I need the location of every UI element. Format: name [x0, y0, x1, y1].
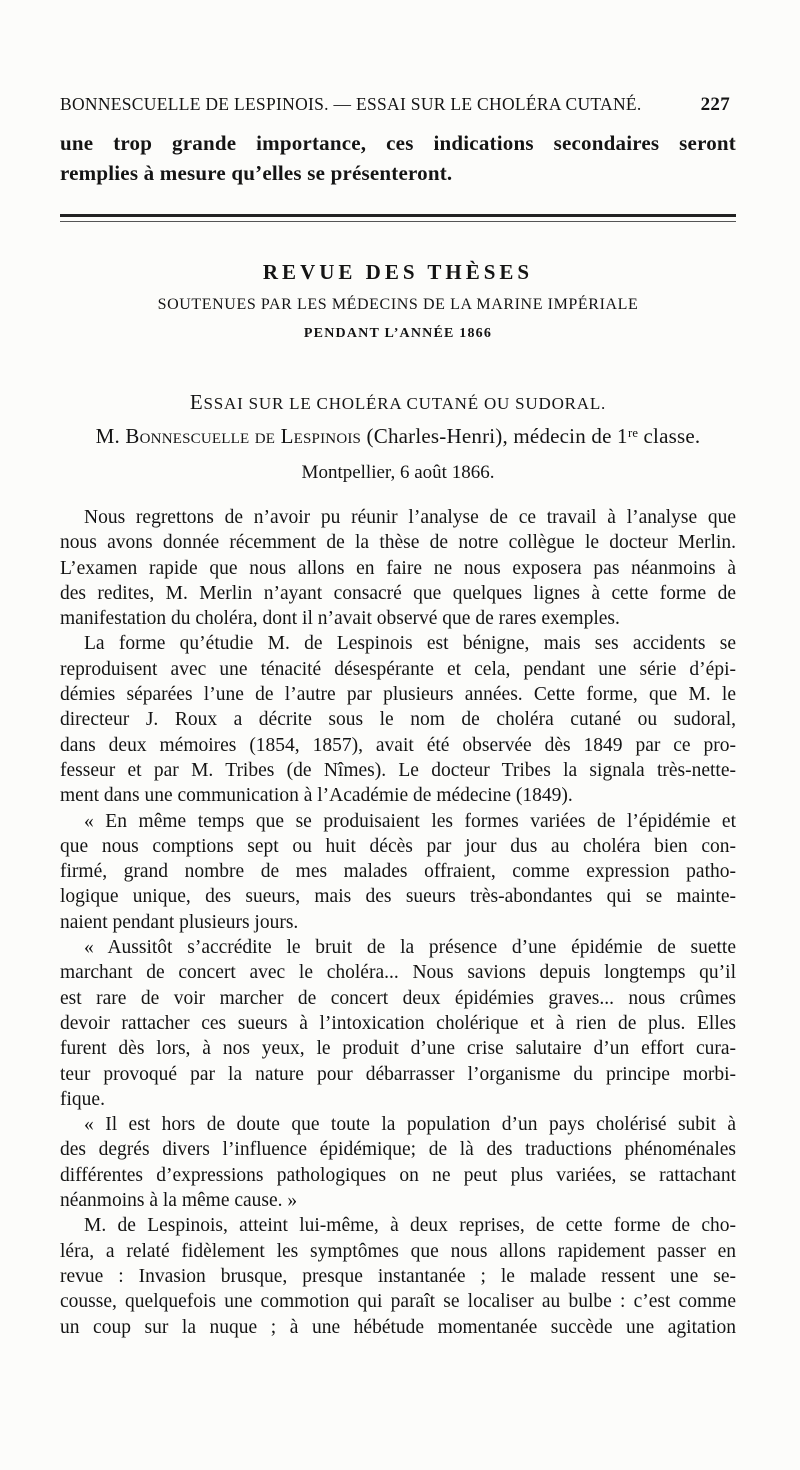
intro-paragraph	[60, 128, 736, 188]
text-line: devoir rattacher ces sueurs à l’intoxication cholérique et à rien de plus. Elles	[60, 1012, 736, 1034]
text-line: furent dès lors, à nos yeux, le produit d’une crise salutaire d’un effort cura-	[60, 1038, 736, 1060]
running-head-title: BONNESCUELLE DE LESPINOIS. — ESSAI SUR LE CHOLÉRA CUTANÉ.	[60, 94, 642, 114]
text-line: La forme qu’étudie M. de Lespinois est bénigne, mais ses accidents se	[84, 633, 736, 655]
thesis-place-date: Montpellier, 6 août 1866.	[301, 462, 495, 483]
text-line: cousse, quelquefois une commotion qui paraît se localiser au bulbe : c’est comme	[60, 1291, 736, 1313]
text-line: revue : Invasion brusque, presque instantanée ; le malade ressent une se-	[60, 1265, 736, 1287]
text-line: reproduisent avec une ténacité désespérante et cela, pendant une série d’épi-	[60, 658, 736, 680]
section-divider	[60, 214, 736, 217]
text-line: différentes d’expressions pathologiques on ne peut plus variées, se rattachant	[60, 1164, 736, 1186]
text-line: démies séparées l’une de l’autre par plusieurs années. Cette forme, que M. le	[60, 684, 736, 706]
thesis-title-initial: E	[189, 390, 204, 414]
text-line: logique unique, des sueurs, mais des sueurs très-abondantes qui se mainte-	[60, 886, 736, 908]
text-line: un coup sur la nuque ; à une hébétude momentanée succède une agitation	[60, 1316, 736, 1338]
text-line: néanmoins à la même cause. »	[60, 1190, 298, 1212]
author-details: (Charles-Henri), médecin de 1ʳᵉ classe.	[366, 424, 701, 448]
thesis-title	[60, 390, 736, 415]
section-title: REVUE DES THÈSES	[262, 260, 534, 284]
text-line: naient pendant plusieurs jours.	[60, 911, 299, 933]
author-prefix: M.	[95, 424, 120, 448]
section-subtitle: SOUTENUES PAR LES MÉDECINS DE LA MARINE IMPÉRIALE	[157, 296, 639, 313]
text-line: « En même temps que se produisaient les formes variées de l’épidémie et	[84, 810, 736, 832]
text-line: est rare de voir marcher de concert deux épidémies graves... nous crûmes	[60, 987, 736, 1009]
text-line: que nous comptions sept ou huit décès par jour dus au choléra bien con-	[60, 835, 736, 857]
intro-line: une trop grande importance, ces indications secondaires seront	[60, 131, 736, 155]
page-number: 227	[700, 94, 730, 115]
thesis-author	[60, 424, 736, 449]
running-head	[60, 94, 730, 118]
text-line: L’examen rapide que nous allons en faire ne nous exposera pas néanmoins à	[60, 557, 736, 579]
text-line: des redites, M. Merlin n’ayant consacré que quelques lignes à cette forme de	[60, 582, 736, 604]
text-line: léra, a relaté fidèlement les symptômes que nous allons rapidement passer en	[60, 1240, 736, 1262]
body-text	[60, 505, 736, 1340]
text-line: firmé, grand nombre de mes malades offraient, comme expression patho-	[60, 861, 736, 883]
text-line: marchant de concert avec le choléra... Nous savions depuis longtemps qu’il	[60, 962, 736, 984]
text-line: « Il est hors de doute que toute la population d’un pays cholérisé subit à	[84, 1114, 736, 1136]
text-line: des degrés divers l’influence épidémique; de là des traductions phénoménales	[60, 1139, 736, 1161]
text-line: Nous regrettons de n’avoir pu réunir l’analyse de ce travail à l’analyse que	[84, 507, 736, 528]
text-line: directeur J. Roux a décrite sous le nom de choléra cutané ou sudoral,	[60, 709, 736, 731]
author-surname: Bonnescuelle de Lespinois	[125, 424, 362, 448]
text-line: M. de Lespinois, atteint lui-même, à deux reprises, de cette forme de cho-	[84, 1215, 736, 1237]
section-period: PENDANT L’ANNÉE 1866	[303, 326, 493, 341]
section-divider-thin	[60, 221, 736, 222]
text-line: ment dans une communication à l’Académie de médecine (1849).	[60, 785, 573, 807]
text-line: manifestation du choléra, dont il n’avait observé que de rares exemples.	[60, 608, 620, 630]
text-line: fique.	[60, 1088, 105, 1110]
intro-line: remplies à mesure qu’elles se présenteront.	[60, 161, 453, 185]
text-line: dans deux mémoires (1854, 1857), avait été observée dès 1849 par ce pro-	[60, 734, 736, 756]
thesis-title-rest: SSAI SUR LE CHOLÉRA CUTANÉ OU SUDORAL.	[203, 394, 607, 413]
text-line: teur provoqué par la nature pour débarrasser l’organisme du principe morbi-	[60, 1063, 736, 1085]
text-line: fesseur et par M. Tribes (de Nîmes). Le docteur Tribes la signala très-nette-	[60, 759, 736, 781]
text-line: nous avons donnée récemment de la thèse de notre collègue le docteur Merlin.	[60, 532, 736, 554]
text-line: « Aussitôt s’accrédite le bruit de la présence d’une épidémie de suette	[84, 937, 736, 959]
